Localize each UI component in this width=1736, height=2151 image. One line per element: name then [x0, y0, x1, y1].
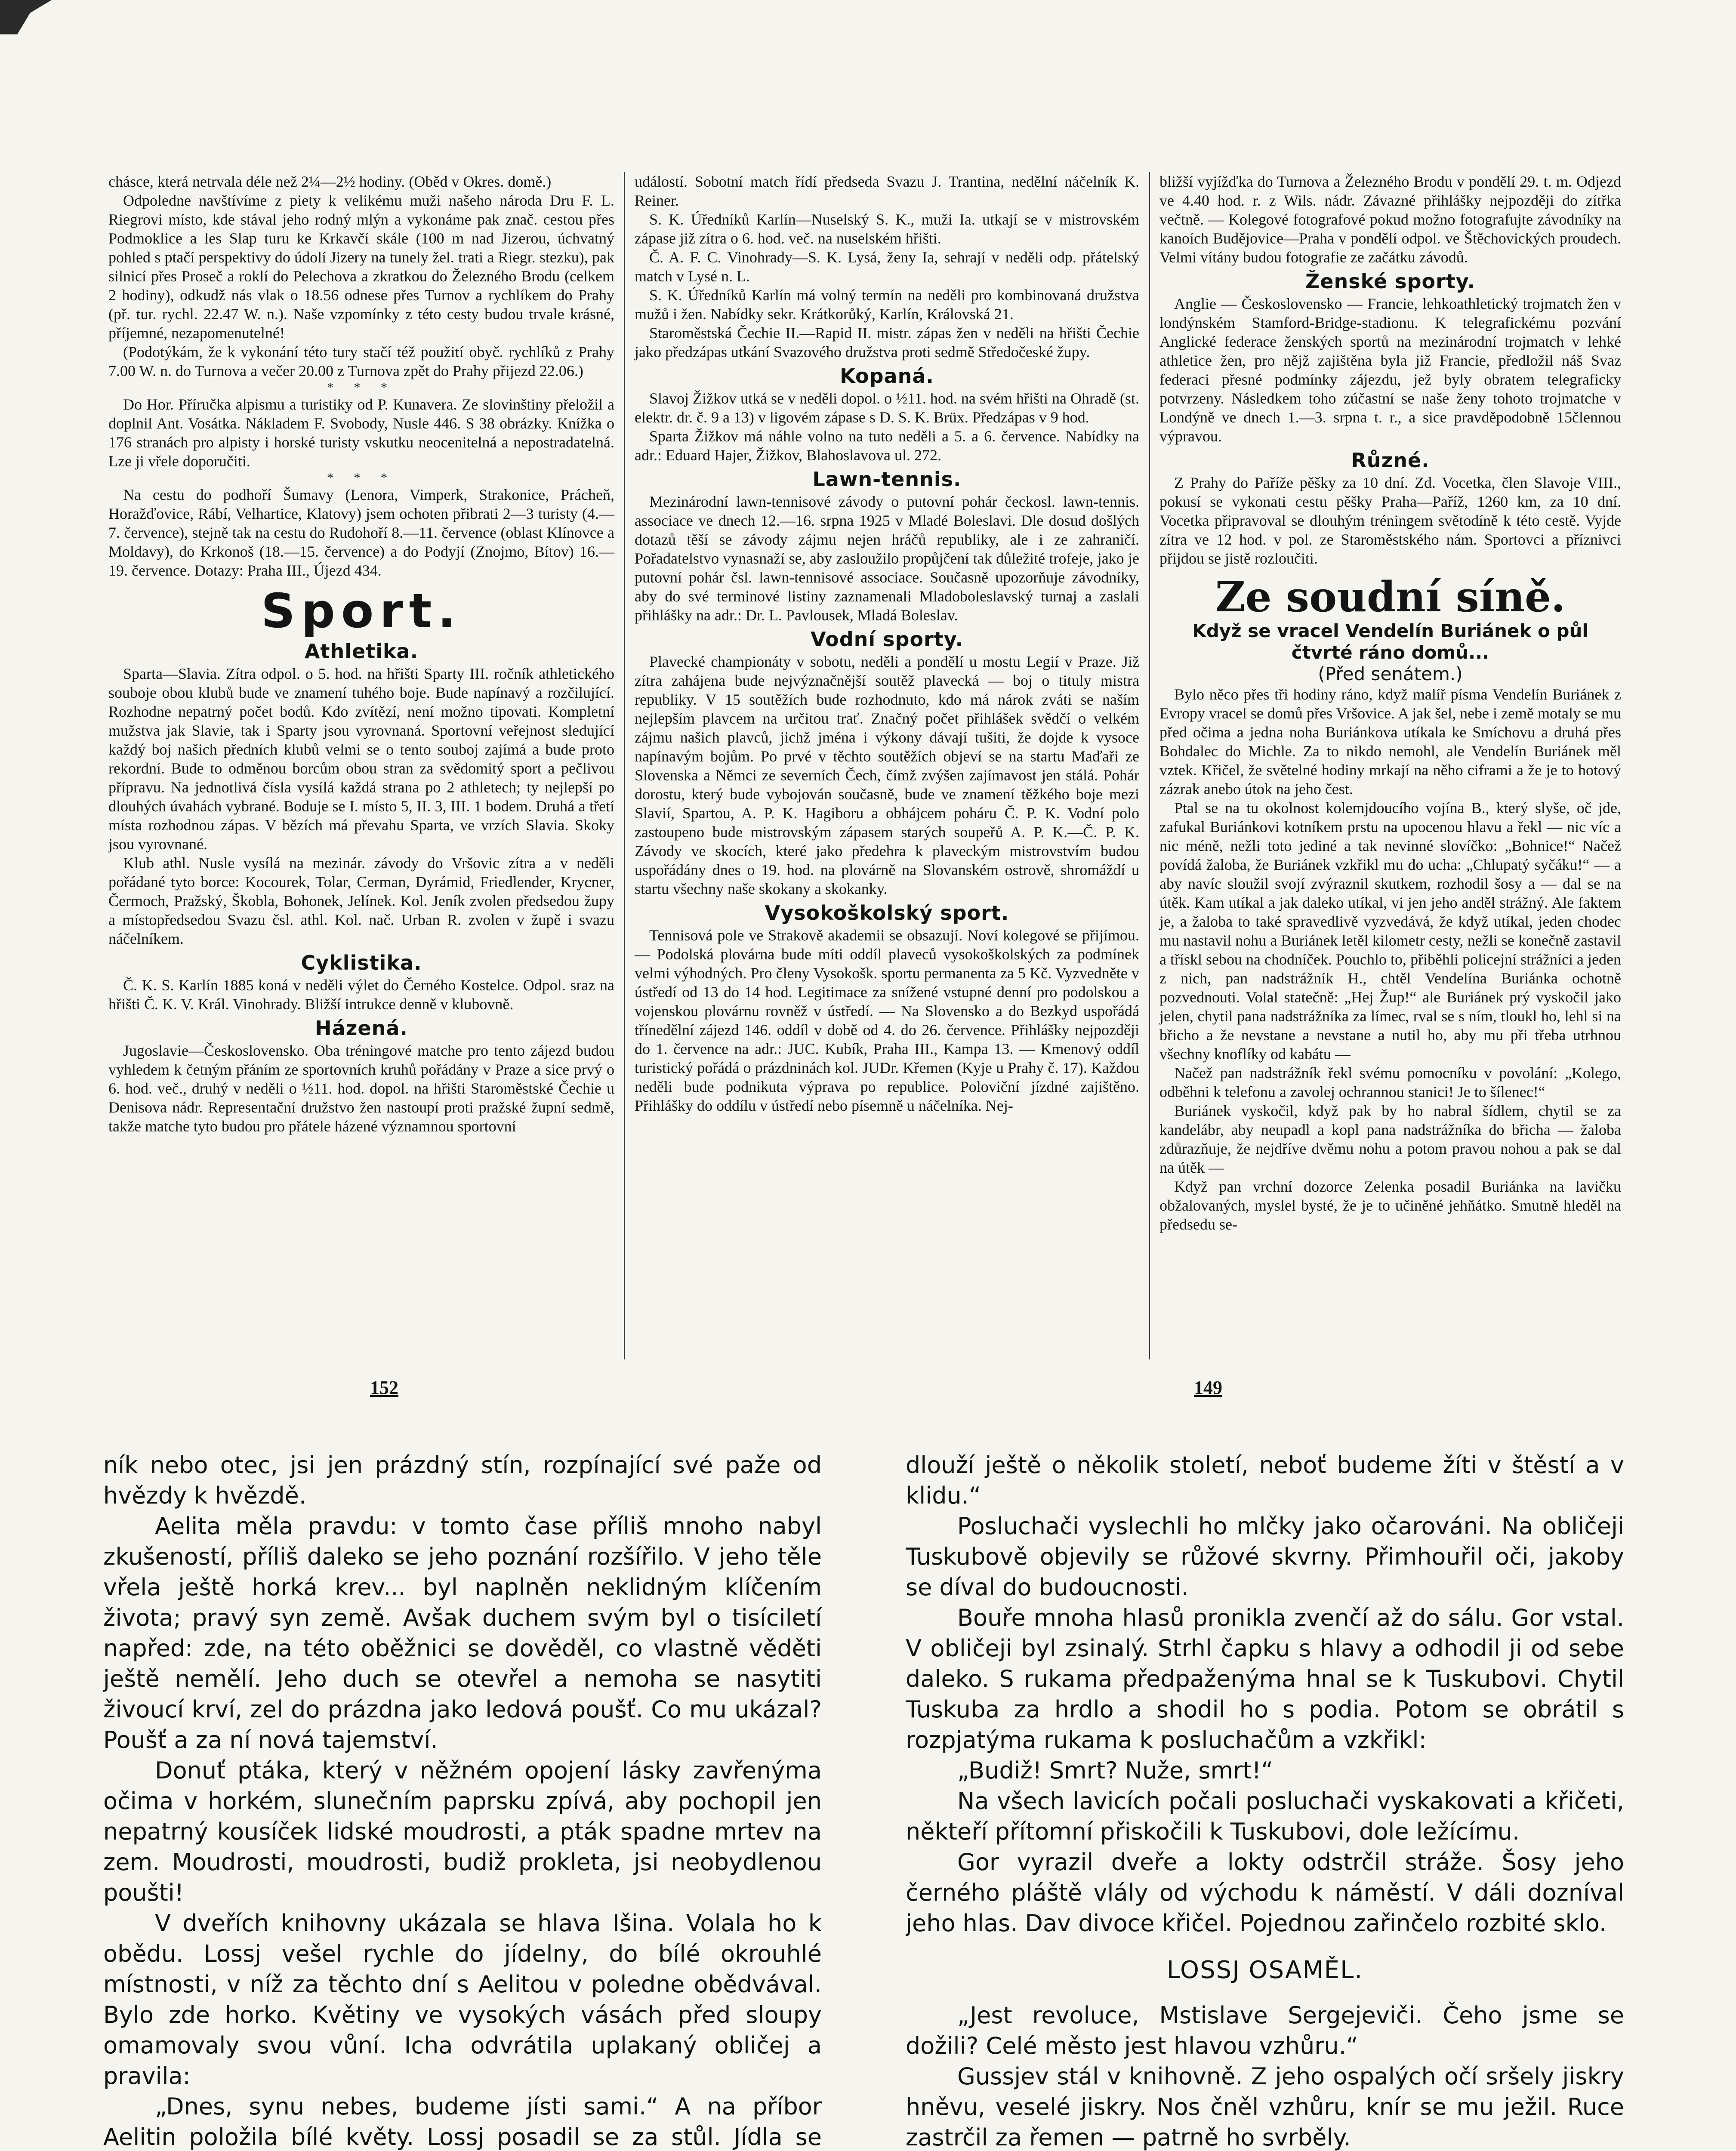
book-paragraph: V dveřích knihovny ukázala se hlava Išina. Volala ho k obědu. Lossj vešel rychle do jídelny, do bílé okrouhlé místnosti, v níž za těchto dní s Aelitou v poledne obědvával. Bylo zde horko. Květiny ve vysokých vásách před sloupy omamovaly svou vůní. Icha odvrátila uplakaný obličej a pravila:	[103, 1910, 822, 2089]
article-paragraph: Slavoj Žižkov utká se v neděli dopol. o ½11. hod. na svém hřišti na Ohradě (st. elektr. dr. č. 9 a 13) v ligovém zápase s D. S. K. Brüx. Předzápas v 9 hod.	[635, 390, 1139, 426]
article-paragraph: Jugoslavie—Československo. Oba tréningové matche pro tento zájezd budou vyhledem k četným přáním ze sportovních kruhů pořádány v Praze a sice prvý o 6. hod. več., druhý v neděli o ½11. hod. dopol. na hřišti Staroměstské Čechie u Denisova nádr. Representační družstvo žen nastoupí proti pražské župní sedmě, takže matche tyto budou pro přátele házené významnou sportovní	[108, 1042, 614, 1135]
torn-corner-mark	[0, 0, 52, 34]
book-paragraph: Bouře mnoha hlasů pronikla zvenčí až do sálu. Gor vstal. V obličeji byl zsinalý. Strhl čapku s hlavy a odhodil ji od sebe daleko. S rukama předpaženýma hnal se k Tuskubovi. Chytil Tuskuba za hrdlo a shodil ho s podia. Potom se obrátil s rozpjatýma rukama k posluchačům a vzkřikl:	[906, 1604, 1624, 1753]
book-paragraph: „Budiž! Smrt? Nuže, smrt!“	[957, 1757, 1273, 1784]
book-paragraph: dlouží ještě o několik století, neboť budeme žíti v štěstí a v klidu.“	[906, 1451, 1624, 1509]
section-heading: Kopaná.	[840, 364, 934, 388]
article-paragraph: Bylo něco přes tři hodiny ráno, když malíř písma Vendelín Buriánek z Evropy vracel se domů přes Vršovice. A jak šel, nebe i země motaly se mu před očima a jedna noha Buriánkova utíkala ke Smíchovu a druhá přes Bohdalec do Michle. Za to nikdo nemohl, ale Vendelín Buriánek měl vztek. Křičel, že světelné hodiny mrkají na něho ciframi a že je to hotový zázrak anebo útok na jeho čest.	[1159, 686, 1621, 798]
book-paragraph: Aelita měla pravdu: v tomto čase příliš mnoho nabyl zkušeností, příliš daleko se jeho poznání rozšířilo. V jeho těle vřela ještě horká krev... byl naplněn neklidným klíčením života; pravý syn země. Avšak duchem svým byl o tisíciletí napřed: zde, na této oběžnici se dověděl, co vlastně věděti ještě nemělí. Jeho duch se otevřel a nemoha se nasytiti živoucí krví, zel do prázdna jako ledová poušť. Co mu ukázal? Poušť a za ní nová tajemství.	[103, 1513, 822, 1753]
section-heading: Cyklistika.	[301, 951, 422, 974]
article-paragraph: Když pan vrchní dozorce Zelenka posadil Buriánka na lavičku obžalovaných, myslel bysté, že je to učiněné jehňátko. Smutně hleděl na předsedu se-	[1159, 1178, 1621, 1233]
book-page-right	[906, 1450, 1624, 2151]
article-subheading: Když se vracel Vendelín Buriánek o půl čtvrté ráno domů...	[1192, 620, 1588, 663]
newspaper-column-1	[99, 172, 624, 1359]
article-paragraph: Č. K. S. Karlín 1885 koná v neděli výlet do Černého Kostelce. Odpol. sraz na hřišti Č. K. V. Král. Vinohrady. Bližší intrukce denně v klubovně.	[108, 977, 614, 1013]
book-paragraph: Gor vyrazil dveře a lokty odstrčil stráže. Šosy jeho černého pláště vlály od východu k náměstí. V dáli dozníval jeho hlas. Dav divoce křičel. Pojednou zařinčelo rozbité sklo.	[906, 1849, 1624, 1937]
section-heading: Ženské sporty.	[1305, 270, 1476, 293]
article-paragraph: Č. A. F. C. Vinohrady—S. K. Lysá, ženy Ia, sehrají v neděli odp. přátelský match v Lysé n. L.	[635, 249, 1139, 285]
article-paragraph: S. K. Úředníků Karlín má volný termín na neděli pro kombinovaná družstva mužů i žen. Nabídky sekr. Krátkorůký, Karlín, Královská 21.	[635, 287, 1139, 323]
article-paragraph: (Podotýkám, že k vykonání této tury stačí též použití obyč. rychlíků z Prahy 7.00 W. n. do Turnova a večer 20.00 z Turnova zpět do Prahy přijezd 22.06.)	[108, 343, 614, 379]
article-paragraph: Sparta Žižkov má náhle volno na tuto neděli a 5. a 6. července. Nabídky na adr.: Eduard Hajer, Žižkov, Blahoslavova ul. 272.	[635, 428, 1139, 464]
article-paragraph: Na cestu do podhoří Šumavy (Lenora, Vimperk, Strakonice, Prácheň, Horažďovice, Rábí, Velhartice, Klatovy) jsem ochoten přibrati 2—3 turisty (4.—7. července), stejně tak na cestu do Rudohoří 8.—11. července (oblast Klínovce a Moldavy), do Krkonoš (18.—15. července) a do Podyjí (Znojmo, Bítov) 16.—19. července. Dotazy: Praha III., Újezd 434.	[108, 486, 614, 579]
article-paragraph: Sparta—Slavia. Zítra odpol. o 5. hod. na hřišti Sparty III. ročník athletického souboje obou klubů bude ve znamení tuhého boje. Bude napínavý a rozčilující. Rozhodne nepatrný počet bodů. Kdo zvítězí, není možno tipovati. Kompletní mužstva jak Slavie, tak i Sparty jsou vyrovnaná. Sportovní veřejnost sledující každý boj našich předních klubů velmi se o tento souboj zajímá a bude proto rekordní. Bude to odměnou borcům obou stran za svědomitý sport a pečlivou přípravu. Na jednotlivá čísla vysílá každá strana po 2 athletech; ty nejlepší po dlouhých úvahách vybrané. Boduje se I. místo 5, II. 3, III. 1 bodem. Druhá a třetí místa rozhodnou zápas. V bězích má převahu Sparta, ve vrzích Slavia. Skoky jsou vyrovnané.	[108, 665, 614, 853]
article-paragraph: Klub athl. Nusle vysílá na mezinár. závody do Vršovic zítra a v neděli pořádané tyto borce: Kocourek, Tolar, Cerman, Dyrámid, Friedlender, Krycner, Čermoch, Pražský, Škobla, Bohonek, Jelínek. Kol. Jeník zvolen předsedou župy a místopředsedou Svazu čsl. athl. Kol. nač. Urban R. zvolen v župě i svazu náčelníkem.	[108, 854, 614, 947]
section-heading: Různé.	[1351, 449, 1430, 472]
article-paragraph: Anglie — Československo — Francie, lehkoathletický trojmatch žen v londýnském Stamford-Bridge-stadionu. K telegrafickému pozvání Anglické federace ženských sportů na mezinárodní trojmatch v lehké athletice žen, pro nějž zajištěna byla již Francie, předložil náš Svaz federaci přesné podmínky zájezdu, jež byly obratem telegraficky potvrzeny. Následkem toho zúčastní se naše ženy tohoto trojmatche v Londýně ve dnech 1.—3. srpna t. r., a sice pravděpodobně 15člennou výpravou.	[1159, 295, 1621, 445]
newspaper-column-3	[1149, 172, 1631, 1359]
sport-masthead: Sport.	[261, 583, 462, 638]
book-paragraph: Posluchači vyslechli ho mlčky jako očarováni. Na obličeji Tuskubově objevily se růžové skvrny. Přimhouřil oči, jakoby se díval do budoucnosti.	[906, 1513, 1624, 1601]
article-paragraph: Načež pan nadstrážník řekl svému pomocníku v povolání: „Kolego, odběhni k telefonu a zavolej ochrannou stanici! Je to šílenec!“	[1159, 1064, 1621, 1100]
article-paragraph: chásce, která netrvala déle než 2¼—2½ hodiny. (Oběd v Okres. domě.)	[108, 173, 552, 190]
article-paragraph: Do Hor. Příručka alpismu a turistiky od P. Kunavera. Ze slovinštiny přeložil a doplnil Ant. Vosátka. Nákladem F. Svobody, Nusle 446. S 38 obrázky. Knížka o 176 stranách pro alpisty i horské turisty vskutku neocenitelná a nepostradatelná. Lze ji vřele doporučiti.	[108, 396, 614, 470]
section-heading: Vodní sporty.	[811, 628, 963, 651]
book-paragraph: Gussjev stál v knihovně. Z jeho ospalých očí sršely jiskry hněvu, veselé jiskry. Nos čněl vzhůru, knír se mu ježil. Ruce zastrčil za řemen — patrně ho svrběly.	[906, 2063, 1624, 2151]
book-paragraph: „Jest revoluce, Mstislave Sergejeviči. Čeho jsme se dožili? Celé město jest hlavou vzhůru.“	[906, 2002, 1624, 2059]
article-paragraph: Buriánek vyskočil, když pak by ho nabral šídlem, chytil se za kandelábr, aby neupadl a kopl pana nadstrážníka do břicha — žaloba zdůrazňuje, že nejdříve dvěmu nohu a potom pravou nohou a pak se dal na útěk —	[1159, 1102, 1621, 1176]
section-heading: Házená.	[315, 1017, 408, 1040]
article-paragraph: Staroměstská Čechie II.—Rapid II. mistr. zápas žen v neděli na hřišti Čechie jako předzápas utkání Svazového družstva proti sedmě Středočeské župy.	[635, 324, 1139, 361]
section-separator: * * *	[327, 380, 396, 394]
court-section-heading: Ze soudní síně.	[1215, 573, 1566, 621]
article-paragraph: událostí. Sobotní match řídí předseda Svazu J. Trantina, nedělní náčelník K. Reiner.	[635, 173, 1139, 209]
page-number-right: 149	[1194, 1377, 1222, 1398]
article-byline: (Před senátem.)	[1318, 663, 1463, 684]
article-paragraph: Odpoledne navštívíme z piety k velikému muži našeho národa Dru F. L. Riegrovi místo, kde stával jeho rodný mlýn a vykonáme pak znač. cestou přes Podmoklice a les Slap turu ke Krkavčí skále (100 m nad Jizerou, úchvatný pohled s ptačí perspektivy do údolí Jizery na tunely žel. trati a Riegr. stezku), pak silnicí přes Proseč a roklí do Pelechova a zkratkou do Železného Brodu (celkem 2 hodiny), odkudž nás vlak o 18.56 odnese přes Turnov a rychlíkem do Prahy (př. tur. rychl. 22.47 W. n.). Naše vzpomínky z této cesty budou trvale krásné, příjemné, nezapomenutelné!	[108, 192, 614, 342]
book-paragraph: ník nebo otec, jsi jen prázdný stín, rozpínající své paže od hvězdy k hvězdě.	[103, 1451, 822, 1509]
article-paragraph: Z Prahy do Paříže pěšky za 10 dní. Zd. Vocetka, člen Slavoje VIII., pokusí se vykonati cestu pěšky Praha—Paříž, 1260 km, za 10 dní. Vocetka připravoval se dlouhým tréningem světodíně k této cestě. Vyjde zítra ve 12 hod. v pol. ze Staroměstského nám. Sportovci a příznivci přijdou se jistě rozloučiti.	[1159, 474, 1621, 567]
book-page-left	[103, 1450, 822, 2151]
book-paragraph: Donuť ptáka, který v něžném opojení lásky zavřenýma očima v horkém, slunečním paprsku zpívá, aby pochopil jen nepatrný kousíček lidské moudrosti, a pták spadne mrtev na zem. Moudrosti, moudrosti, budiž prokleta, jsi neobydlenou poušti!	[103, 1757, 822, 1906]
article-paragraph: Mezinárodní lawn-tennisové závody o putovní pohár čeckosl. lawn-tennis. associace ve dnech 12.—16. srpna 1925 v Mladé Boleslavi. Dle dosud došlých dotazů těší se závody zájmu nejen hráčů republiky, ale i ze zahraničí. Pořadatelstvo vynasnaží se, aby zasloužilo propůjčení tak důležité trofeje, jako je putovní pohár čsl. lawn-tennisové associace. Současně upozorňuje závodníky, aby do své terminové listiny zaznamenali Mladoboleslavský turnaj a zaslali přihlášky na adr.: Dr. L. Pavlousek, Mladá Boleslav.	[635, 493, 1139, 624]
article-paragraph: Plavecké championáty v sobotu, neděli a pondělí u mostu Legií v Praze. Již zítra zahájena bude nejvýznačnější soutěž plavecká — boj o tituly mistra republiky. V 15 soutěžích bude rozhodnuto, kdo má nárok zváti se naším nejlepším plavcem na určitou trať. Značný počet přihlášek svědčí o velkém zájmu našich plavců, jichž jména i výkony dávají tušiti, že dojde k vysoce napínavým bojům. Po prvé v těchto soutěžích objeví se na startu Maďaři ze Slovenska a Němci ze severních Čech, čímž zvýšen zajímavost jen stálá. Pohár dorostu, který bude vybojován současně, bude ve znamení těžkého boje mezi Slavií, Spartou, A. P. K. Hagiboru a obhájcem poháru Č. P. K. Vodní polo zastoupeno bude mistrovským zápasem starých soupeřů A. P. K.—Č. P. K. Závody ve skocích, které jako předehra k plaveckým mistrovstvím budou uspořádány dnes o 19. hod. na plovárně na Slovanském ostrově, shromáždí u startu všechny naše skokany a skokanky.	[635, 653, 1139, 897]
page-number-left: 152	[370, 1377, 398, 1398]
article-paragraph: bližší vyjížďka do Turnova a Železného Brodu v pondělí 29. t. m. Odjezd ve 4.40 hod. r. z Wils. nádr. Závazné přihlášky nejpozději do zítřka večtně. — Kolegové fotografové pokud možno fotografujte závodníky na kanoích Budějovice—Praha v pondělí odpol. ve Štěchovických proudech. Velmi vítány budou fotografie ze začátku závodů.	[1159, 173, 1621, 266]
section-separator: * * *	[327, 471, 396, 485]
article-paragraph: Ptal se na tu okolnost kolemjdoucího vojína B., který slyše, oč jde, zafukal Buriánkovi kotníkem prstu na upocenou hlavu a řekl — nic víc a nic méně, nežli toto jediné a tak nevinné slovíčko: „Bohnice!“ Načež povídá žaloba, že Buriánek vzkřikl mu do ucha: „Chlupatý syčáku!“ — a aby navíc sloužil svojí zvýraznil skutkem, rozhodil šosy a — dal se na útěk. Kam utíkal a jak daleko utíkal, vi jen jeho anděl strážný. Ale faktem je, a žaloba to také spravedlivě vyzvedává, že když utíkal, jeden chodec mu nastavil nohu a Buriánek letěl kilometr cesty, nežli se konečně zastavil a třískl sebou na chodníček. Pouchlo to, přiběhli policejní strážníci a jeden z nich, pan nadstrážník H., chtěl Vendelína Buriánka ochotně pozvednouti. Volal statečně: „Hej Žup!“ ale Buriánek prý vyskočil jako jelen, chytil pana nadstrážníka za límec, rval se s ním, tloukl ho, lehl si na břicho a že nevstane a nevstane a nutil ho, aby mu při třeba utrhnou všechny knoflíky od kabátu —	[1159, 799, 1621, 1063]
section-heading: Athletika.	[304, 640, 419, 663]
newspaper-column-2	[624, 172, 1149, 1359]
article-paragraph: S. K. Úředníků Karlín—Nuselský S. K., muži Ia. utkají se v mistrovském zápase již zítra o 6. hod. več. na nuselském hřišti.	[635, 211, 1139, 247]
section-heading: Lawn-tennis.	[812, 468, 962, 491]
newspaper-section	[99, 172, 1631, 1359]
book-paragraph: „Dnes, synu nebes, budeme jísti sami.“ A na příbor Aelitin položila bílé květy. Lossj posadil se za stůl. Jídla se	[103, 2093, 822, 2151]
book-paragraph: Na všech lavicích počali posluchači vyskakovati a křičeti, někteří přítomní přiskočili k Tuskubovi, dole ležícímu.	[906, 1787, 1624, 1845]
chapter-heading: LOSSJ OSAMĚL.	[1166, 1956, 1363, 1984]
section-heading: Vysokoškolský sport.	[765, 901, 1009, 924]
article-paragraph: Tennisová pole ve Strakově akademii se obsazují. Noví kolegové se přijímou. — Podolská plovárna bude míti oddíl plaveců vysokoškolských za podmínek velmi výhodných. Pro členy Vysokošk. sportu permanenta za 5 Kč. Vyzvedněte v ústředí od 13 do 14 hod. Legitimace za snížené vstupné denní pro podolskou a vojenskou plovárnu rovněž v ústředí. — Na Slovensko a do Bezkyd uspořádá třínedělní zájezd 146. oddíl v době od 4. do 26. července. Přihlášky nejpozději do 1. července na adr.: JUC. Kubík, Praha III., Kampa 13. — Kmenový oddíl turistický pořádá o prázdninách kol. JUDr. Křemen (Kyje u Prahy č. 17). Každou neděli bude podnikuta výprava po republice. Poloviční jízdné zajištěno. Přihlášky do oddílu v ústředí nebo písemně u náčelníka. Nej-	[635, 927, 1139, 1114]
